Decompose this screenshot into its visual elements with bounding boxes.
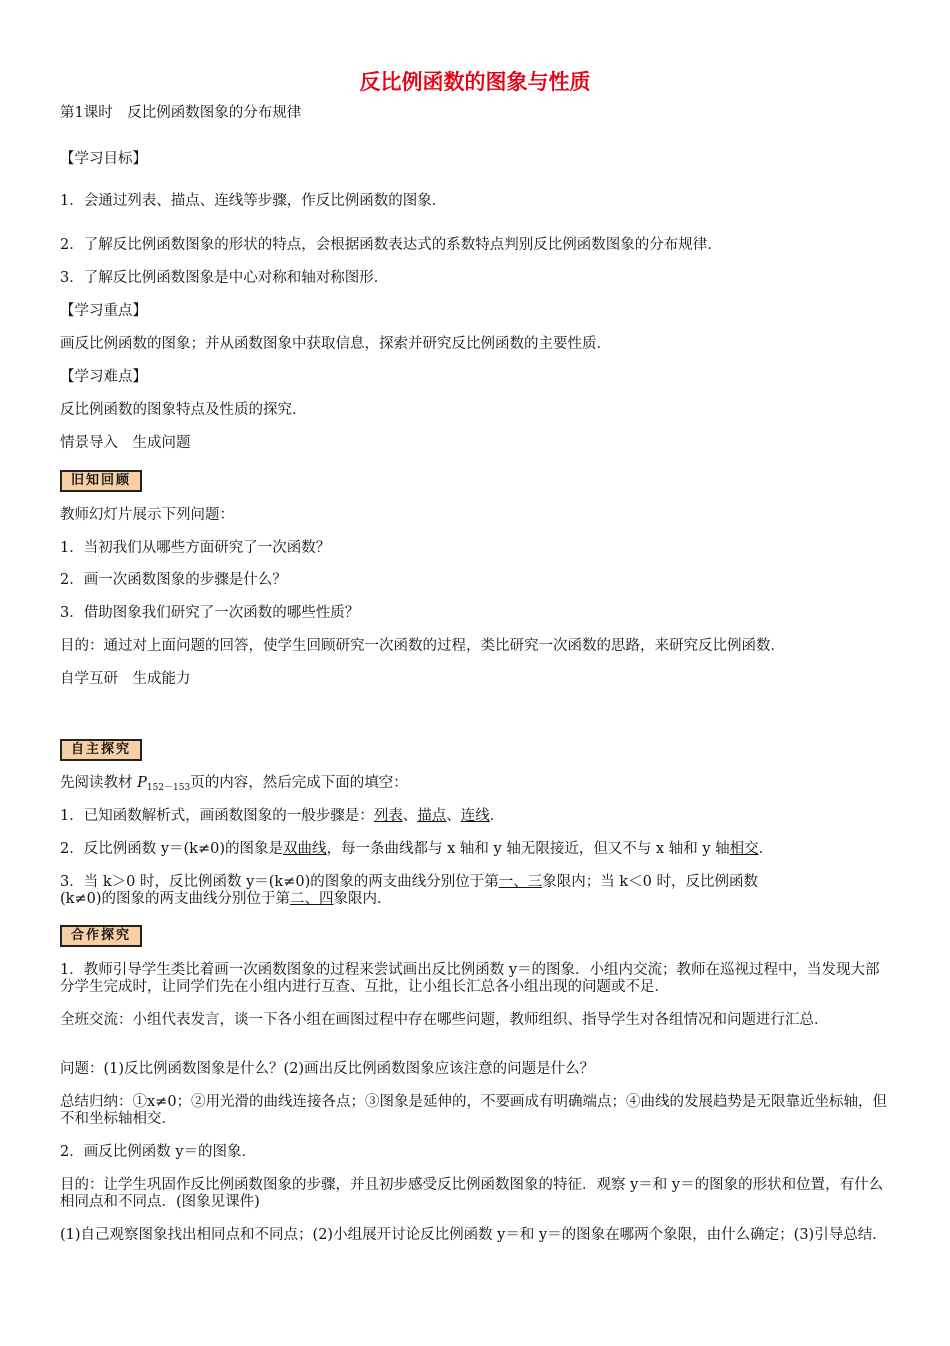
period: ．: [758, 841, 774, 857]
self-intro-text-a: 先阅读教材: [60, 775, 138, 791]
goal-item-1: 1．会通过列表、描点、连线等步骤，作反比例函数的图象．: [60, 193, 447, 209]
answer-blank-intersect: 相交: [729, 841, 759, 857]
self-item-3-line-2: [60, 891, 391, 908]
coop-summary: 总结归纳：①x≠0；②用光滑的曲线连接各点；③图象是延伸的，不要画成有明确端点；④曲线的发展趋势是无限靠近坐标轴，但不和坐标轴相交．: [60, 1094, 888, 1127]
separator: 、: [402, 808, 418, 824]
goal-item-2: 2．了解反比例函数图象的形状的特点，会根据函数表达式的系数特点判别反比例函数图象的分布规律．: [60, 237, 722, 253]
separator: 、: [446, 808, 461, 824]
self-intro: [60, 775, 408, 797]
review-purpose: 目的：通过对上面问题的回答，使学生回顾研究一次函数的过程，类比研究一次函数的思路，来研究反比例函数．: [60, 638, 785, 654]
coop-paragraph-1: 1．教师引导学生类比着画一次函数图象的过程来尝试画出反比例函数 y＝的图象．小组内交流；教师在巡视过程中，当发现大部分学生完成时，让同学们先在小组内进行互查、互批，让小组长汇总各小组出现的问题或不足．: [60, 962, 880, 995]
self-item-3-line-1: [60, 874, 758, 891]
answer-blank-hyperbola: 双曲线: [283, 841, 327, 857]
self-item-2-text-a: 2．反比例函数 y＝(k≠0)的图象是: [60, 841, 284, 857]
coop-paragraph-2: 全班交流：小组代表发言，谈一下各小组在画图过程中存在哪些问题，教师组织、指导学生对各组情况和问题进行汇总．: [60, 1012, 829, 1028]
lesson-subtitle: 第1课时 反比例函数图象的分布规律: [60, 105, 302, 121]
coop-purpose: 目的：让学生巩固作反比例函数图象的步骤，并且初步感受反比例函数图象的特征．观察 y＝和 y＝的图象的形状和位置，有什么相同点和不同点．(图象见课件): [60, 1177, 884, 1210]
badge-cooperative-explore: 合作探究: [60, 925, 142, 947]
difficulty-heading: 【学习难点】: [60, 369, 147, 385]
review-question-3: 3．借助图象我们研究了一次函数的哪些性质？: [60, 605, 360, 621]
coop-item-2: 2．画反比例函数 y＝的图象．: [60, 1144, 257, 1160]
goals-heading: 【学习目标】: [60, 151, 147, 167]
difficulty-text: 反比例函数的图象特点及性质的探究．: [60, 402, 307, 418]
badge-self-explore: 自主探究: [60, 739, 142, 761]
self-item-3-text-c: 象限内；当 k＜0 时，反比例函数: [542, 874, 758, 890]
self-item-2-text-c: ，每一条曲线都与 x 轴和 y 轴无限接近，但又不与 x 轴和 y 轴: [326, 841, 730, 857]
answer-blank-list: 列表: [373, 808, 403, 824]
review-question-1: 1．当初我们从哪些方面研究了一次函数？: [60, 540, 331, 556]
self-item-3-text-d: (k≠0)的图象的两支曲线分别位于第: [60, 891, 290, 907]
badge-review: 旧知回顾: [60, 470, 142, 492]
page-title: 反比例函数的图象与性质: [359, 70, 591, 94]
self-item-3-text-a: 3．当 k＞0 时，反比例函数 y＝(k≠0)的图象的两支曲线分别位于第: [60, 874, 499, 890]
key-heading: 【学习重点】: [60, 303, 147, 319]
coop-steps: (1)自己观察图象找出相同点和不同点；(2)小组展开讨论反比例函数 y＝和 y＝的图象在哪两个象限，由什么确定；(3)引导总结．: [60, 1227, 887, 1243]
page-ref-p: P: [137, 775, 147, 791]
page-ref-range: 152－153: [146, 783, 191, 793]
coop-questions: 问题：(1)反比例函数图象是什么？(2)画出反比例函数图象应该注意的问题是什么？: [60, 1061, 595, 1077]
answer-blank-quadrants-2-4: 二、四: [289, 891, 334, 907]
key-text: 画反比例函数的图象；并从函数图象中获取信息，探索并研究反比例函数的主要性质．: [60, 336, 611, 352]
self-item-2: [60, 841, 773, 858]
period: ．: [489, 808, 505, 824]
review-intro: 教师幻灯片展示下列问题：: [60, 507, 234, 523]
self-intro-text-b: 页的内容，然后完成下面的填空：: [190, 775, 408, 791]
goal-item-3: 3．了解反比例函数图象是中心对称和轴对称图形．: [60, 270, 389, 286]
self-item-1: [60, 808, 504, 825]
section-heading-intro: 情景导入 生成问题: [60, 435, 191, 451]
answer-blank-connect: 连线: [460, 808, 490, 824]
self-item-1-text: 1．已知函数解析式，画函数图象的一般步骤是：: [60, 808, 374, 824]
self-item-3-text-e: 象限内．: [333, 891, 392, 907]
section-heading-selfstudy: 自学互研 生成能力: [60, 671, 191, 687]
answer-blank-plot: 描点: [417, 808, 447, 824]
review-question-2: 2．画一次函数图象的步骤是什么？: [60, 572, 287, 588]
answer-blank-quadrants-1-3: 一、三: [498, 874, 543, 890]
